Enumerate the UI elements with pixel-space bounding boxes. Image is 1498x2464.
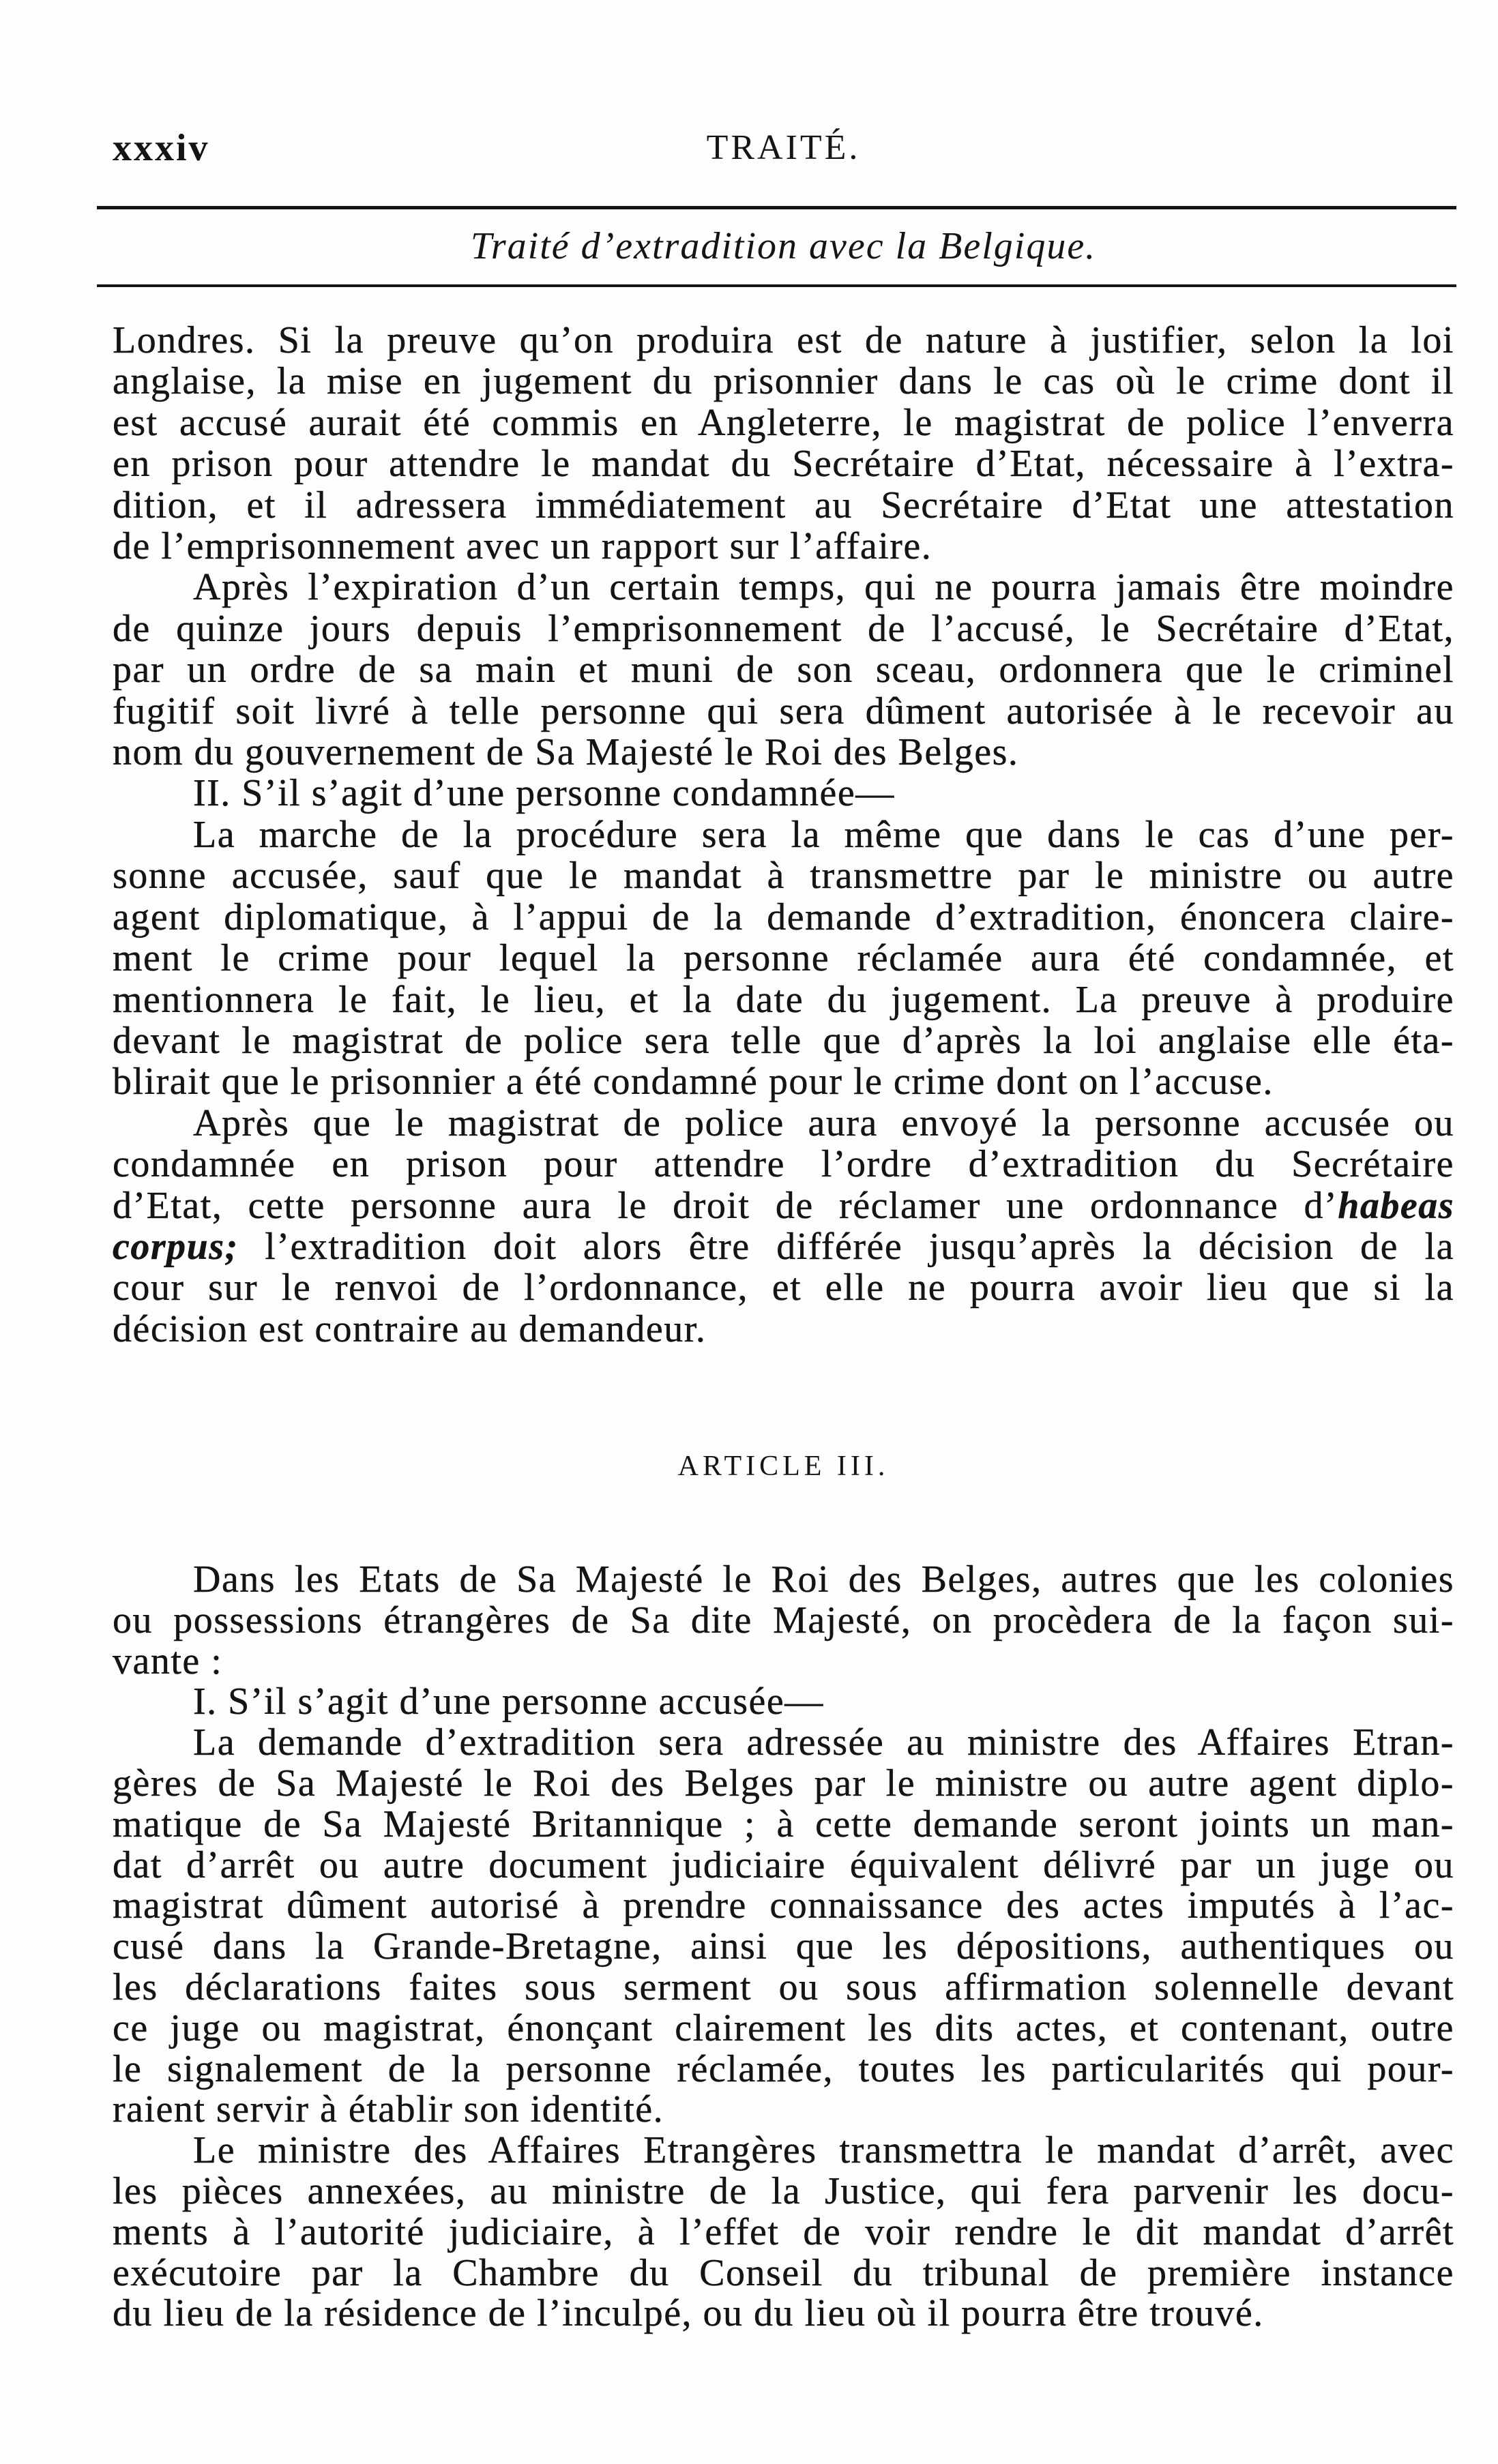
text-line: Après que le magistrat de police aura envoyé la personne accusée ou <box>193 1101 1454 1144</box>
text-line: vante : <box>113 1639 223 1682</box>
header-rule-top <box>97 206 1456 209</box>
text-line: les déclarations faites sous serment ou sous affirmation solennelle devant <box>113 1965 1454 2008</box>
italic-term: habeas <box>1338 1184 1454 1227</box>
text-line: blirait que le prisonnier a été condamné pour le crime dont on l’accuse. <box>113 1060 1274 1103</box>
text-line: condamnée en prison pour attendre l’ordre d’extradition du Secrétaire <box>113 1143 1454 1186</box>
text-line: en prison pour attendre le mandat du Secrétaire d’Etat, nécessaire à l’extra- <box>113 443 1454 486</box>
text-line: est accusé aurait été commis en Angleterre, le magistrat de police l’enverra <box>113 401 1454 444</box>
text-line: le signalement de la personne réclamée, toutes les particularités qui pour- <box>113 2047 1454 2090</box>
article-heading: ARTICLE III. <box>677 1451 890 1482</box>
text-line <box>113 1226 1454 1267</box>
text-line: Le ministre des Affaires Etrangères transmettra le mandat d’arrêt, avec <box>193 2129 1454 2172</box>
body-text-section-2 <box>113 1560 1454 2334</box>
text-line: raient servir à établir son identité. <box>113 2088 664 2131</box>
running-title: TRAITÉ. <box>706 128 861 167</box>
header-rule-bottom <box>97 284 1456 287</box>
subsection-heading: I. S’il s’agit d’une personne accusée— <box>193 1680 824 1723</box>
text-line: sonne accusée, sauf que le mandat à transmettre par le ministre ou autre <box>113 855 1454 897</box>
text-line: les pièces annexées, au ministre de la Justice, qui fera parvenir les docu- <box>113 2169 1454 2212</box>
paragraph <box>113 1682 1454 1723</box>
text-line: de l’emprisonnement avec un rapport sur l’affaire. <box>113 525 932 568</box>
paragraph <box>113 773 1454 814</box>
text-segment: d’Etat, cette personne aura le droit de réclamer une ordonnance d’ <box>113 1184 1338 1227</box>
text-line: magistrat dûment autorisé à prendre connaissance des actes imputés à l’ac- <box>113 1884 1454 1927</box>
text-line: dition, et il adressera immédiatement au Secrétaire d’Etat une attestation <box>113 484 1454 526</box>
text-line: fugitif soit livré à telle personne qui sera dûment autorisée à le recevoir au <box>113 689 1454 732</box>
subsection-heading: II. S’il s’agit d’une personne condamnée— <box>193 772 895 815</box>
paragraph <box>113 567 1454 773</box>
text-line: ou possessions étrangères de Sa dite Majesté, on procèdera de la façon sui- <box>113 1599 1454 1642</box>
paragraph <box>113 1103 1454 1350</box>
text-line: décision est contraire au demandeur. <box>113 1307 707 1350</box>
text-line: exécutoire par la Chambre du Conseil du tribunal de première instance <box>113 2251 1454 2294</box>
text-line: Après l’expiration d’un certain temps, qui ne pourra jamais être moindre <box>193 566 1454 609</box>
text-line: La demande d’extradition sera adressée au ministre des Affaires Etran- <box>193 1721 1454 1764</box>
text-line: de quinze jours depuis l’emprisonnement de l’accusé, le Secrétaire d’Etat, <box>113 607 1454 650</box>
text-line <box>113 1185 1454 1226</box>
text-line: devant le magistrat de police sera telle que d’après la loi anglaise elle éta- <box>113 1019 1454 1062</box>
text-line: Dans les Etats de Sa Majesté le Roi des Belges, autres que les colonies <box>193 1558 1454 1601</box>
body-text-section-1 <box>113 320 1454 1350</box>
italic-term: corpus; <box>113 1225 239 1268</box>
paragraph <box>113 2131 1454 2334</box>
text-line: gères de Sa Majesté le Roi des Belges par le ministre ou autre agent diplo- <box>113 1762 1454 1805</box>
text-line: anglaise, la mise en jugement du prisonnier dans le cas où le crime dont il <box>113 360 1454 403</box>
text-line: ment le crime pour lequel la personne réclamée aura été condamnée, et <box>113 937 1454 980</box>
paragraph <box>113 1723 1454 2131</box>
text-line: ce juge ou magistrat, énonçant clairement les dits actes, et contenant, outre <box>113 2006 1454 2049</box>
text-line: cour sur le renvoi de l’ordonnance, et elle ne pourra avoir lieu que si la <box>113 1266 1454 1309</box>
text-line: ments à l’autorité judiciaire, à l’effet de voir rendre le dit mandat d’arrêt <box>113 2210 1454 2253</box>
text-line: agent diplomatique, à l’appui de la demande d’extradition, énoncera claire- <box>113 895 1454 938</box>
text-line: nom du gouvernement de Sa Majesté le Roi des Belges. <box>113 731 1019 774</box>
text-line: matique de Sa Majesté Britannique ; à cette demande seront joints un man- <box>113 1802 1454 1845</box>
paragraph <box>113 814 1454 1103</box>
text-line: mentionnera le fait, le lieu, et la date du jugement. La preuve à produire <box>113 978 1454 1021</box>
text-line: du lieu de la résidence de l’inculpé, ou du lieu où il pourra être trouvé. <box>113 2292 1264 2335</box>
section-subtitle: Traité d’extradition avec la Belgique. <box>470 225 1097 267</box>
text-segment: l’extradition doit alors être différée jusqu’après la décision de la <box>238 1225 1454 1268</box>
text-line: cusé dans la Grande-Bretagne, ainsi que les dépositions, authentiques ou <box>113 1925 1454 1968</box>
page-header <box>113 128 1454 168</box>
text-line: Londres. Si la preuve qu’on produira est de nature à justifier, selon la loi <box>113 319 1454 361</box>
paragraph <box>113 320 1454 567</box>
text-line: La marche de la procédure sera la même que dans le cas d’une per- <box>193 813 1454 856</box>
paragraph <box>113 1560 1454 1682</box>
page-number: xxxiv <box>113 127 210 169</box>
text-line: dat d’arrêt ou autre document judiciaire équivalent délivré par un juge ou <box>113 1843 1454 1886</box>
text-line: par un ordre de sa main et muni de son sceau, ordonnera que le criminel <box>113 649 1454 692</box>
